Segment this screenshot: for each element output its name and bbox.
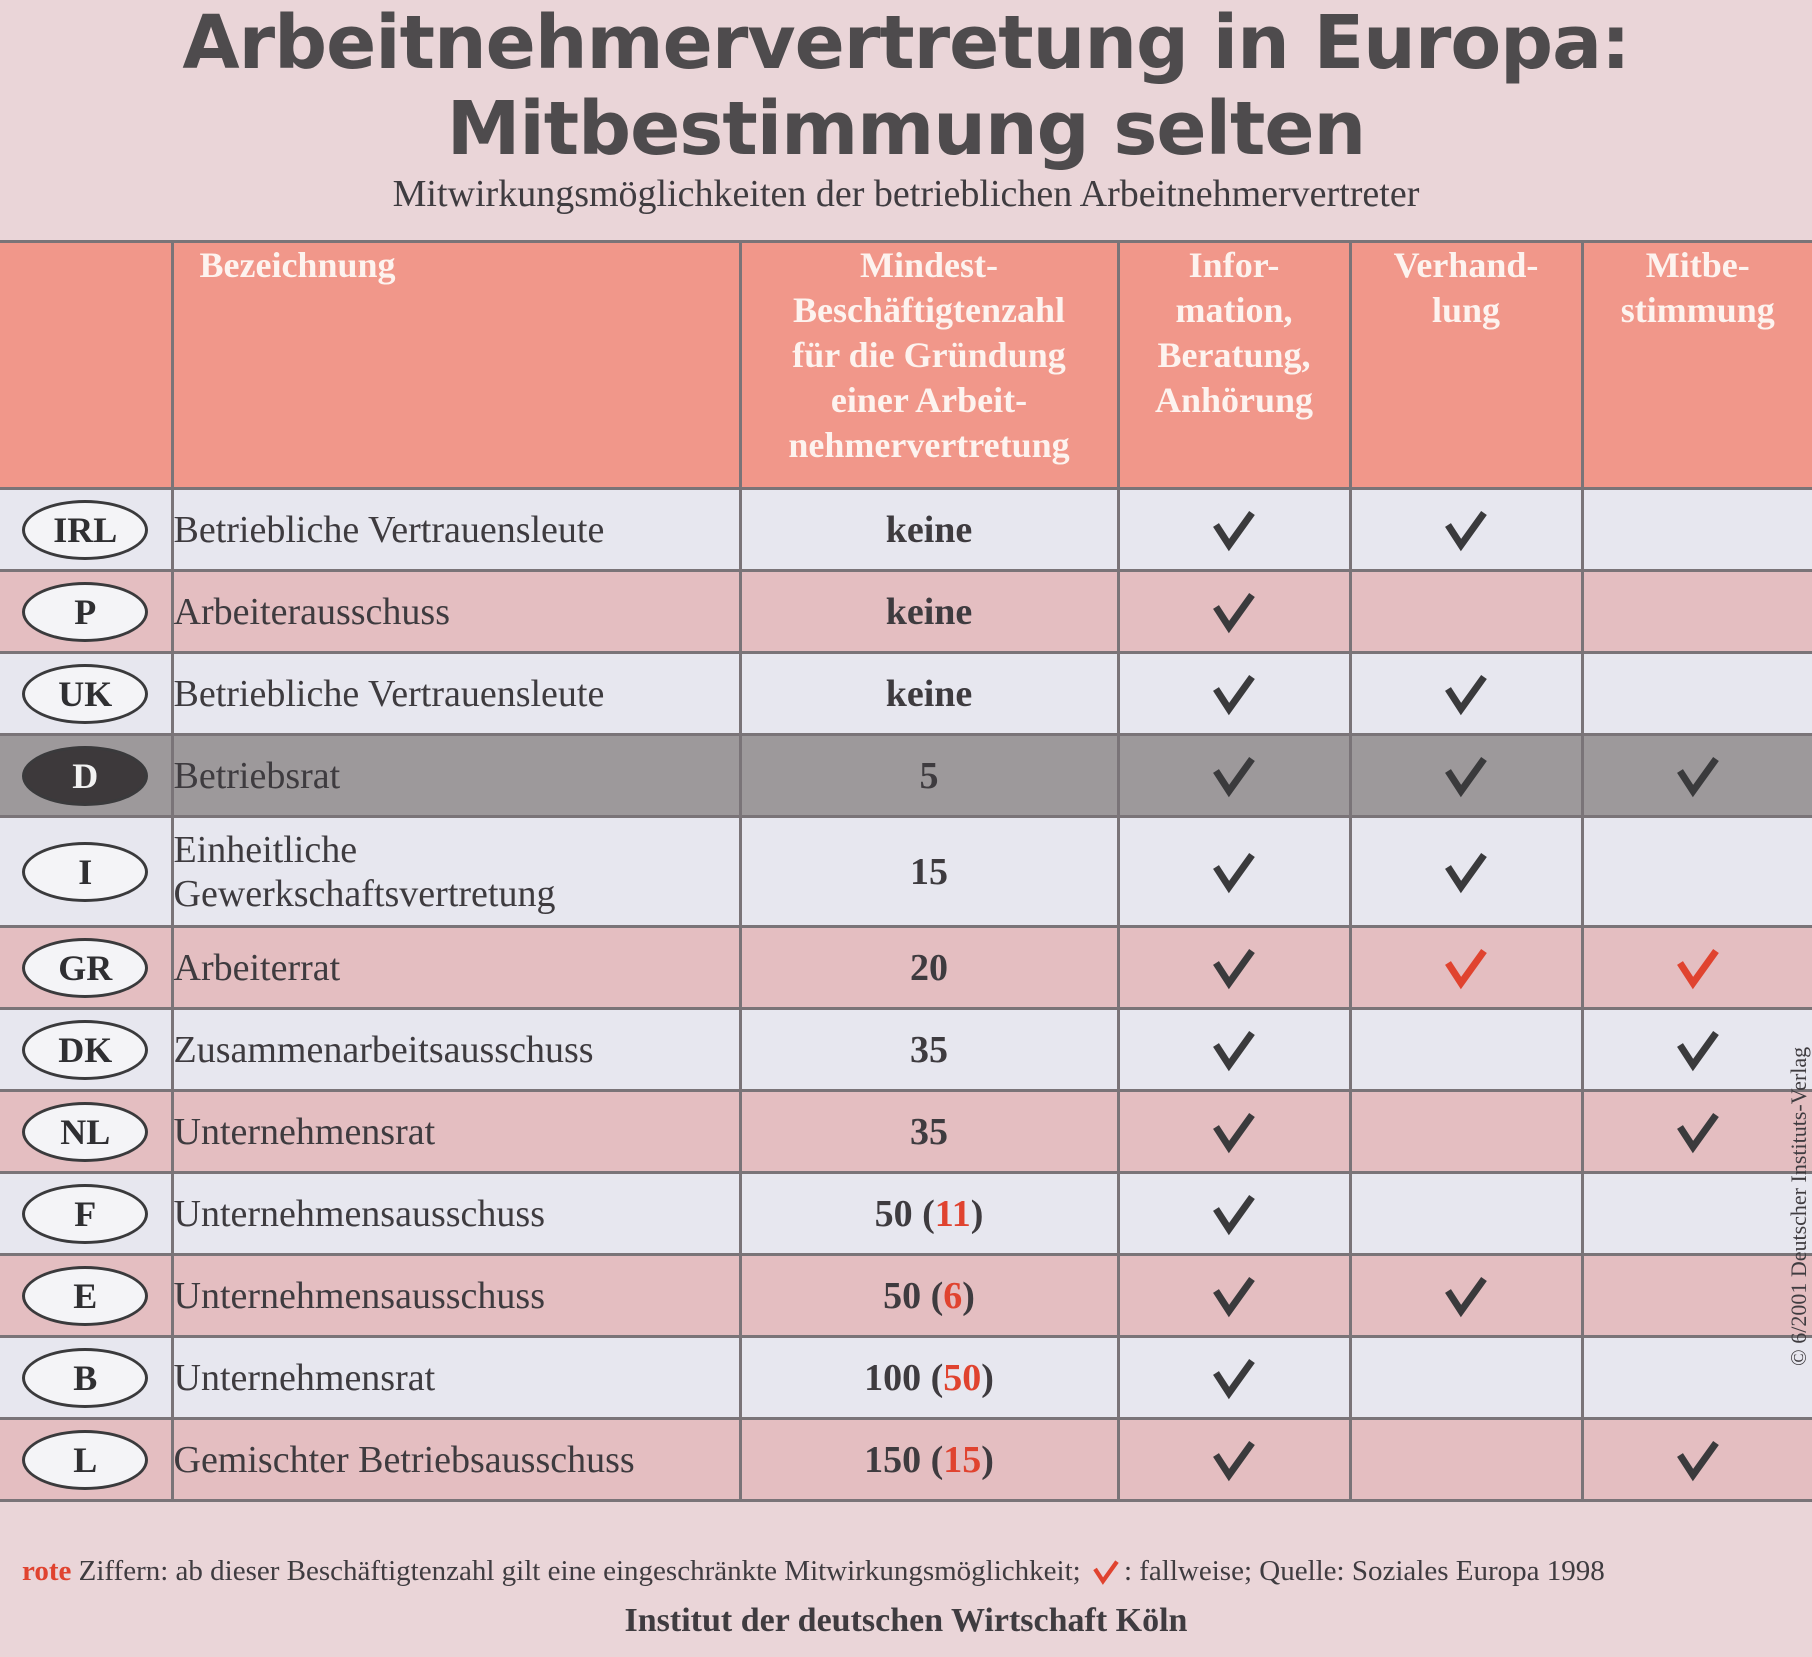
- mindest-cell: [740, 489, 1118, 571]
- mindest-cell: [740, 927, 1118, 1009]
- header-mitbestimmung-line: Mitbe-: [1645, 245, 1750, 285]
- mitbestimmung-cell: [1582, 1091, 1812, 1173]
- partial-check-icon: [1674, 945, 1722, 991]
- table-row: [0, 735, 1812, 817]
- country-cell: [0, 1419, 172, 1501]
- country-badge: E: [22, 1266, 148, 1326]
- mitbestimmung-cell: [1582, 1255, 1812, 1337]
- check-icon: [1674, 1109, 1722, 1155]
- verhandlung-cell: [1350, 817, 1582, 927]
- mindest-cell: [740, 1255, 1118, 1337]
- bezeichnung-cell: [172, 927, 740, 1009]
- institute-credit: Institut der deutschen Wirtschaft Köln: [624, 1602, 1188, 1639]
- bezeichnung-text: Betriebliche Vertrauensleute: [173, 508, 605, 551]
- mindest-value: keine: [885, 590, 973, 633]
- header-mindest-line: Mindest-: [860, 245, 998, 285]
- header-mindest-line: für die Gründung: [792, 335, 1066, 375]
- bezeichnung-text: Gewerkschaftsvertretung: [173, 872, 556, 915]
- info-cell: [1118, 1255, 1350, 1337]
- partial-check-legend-icon: [1090, 1558, 1122, 1586]
- header-verhandlung: [1350, 242, 1582, 489]
- mitbestimmung-cell: [1582, 1009, 1812, 1091]
- country-cell: [0, 653, 172, 735]
- country-cell: [0, 1337, 172, 1419]
- check-icon: [1210, 671, 1258, 717]
- paren-close: ): [981, 1438, 994, 1481]
- header-mindest: [740, 242, 1118, 489]
- check-icon: [1210, 1191, 1258, 1237]
- mindest-value: 150: [864, 1438, 922, 1481]
- chart-title-line-1: Arbeitnehmervertretung in Europa:: [182, 0, 1630, 86]
- country-cell: [0, 1255, 172, 1337]
- country-badge: IRL: [22, 500, 148, 560]
- verhandlung-cell: [1350, 1255, 1582, 1337]
- bezeichnung-text: Betriebliche Vertrauensleute: [173, 672, 605, 715]
- info-cell: [1118, 735, 1350, 817]
- country-badge: D: [22, 746, 148, 806]
- mindest-value: 15: [910, 850, 948, 893]
- check-icon: [1210, 753, 1258, 799]
- mindest-value: 5: [919, 754, 939, 797]
- bezeichnung-text: Betriebsrat: [173, 754, 341, 797]
- bezeichnung-cell: [172, 1009, 740, 1091]
- table-row: [0, 1337, 1812, 1419]
- mindest-value: 35: [910, 1028, 948, 1071]
- bezeichnung-cell: [172, 489, 740, 571]
- check-icon: [1210, 1027, 1258, 1073]
- bezeichnung-cell: [172, 735, 740, 817]
- info-cell: [1118, 927, 1350, 1009]
- chart-title: [0, 0, 1812, 172]
- mindest-value: 20: [910, 946, 948, 989]
- bezeichnung-cell: [172, 1091, 740, 1173]
- verhandlung-cell: [1350, 653, 1582, 735]
- table-row: [0, 489, 1812, 571]
- info-cell: [1118, 571, 1350, 653]
- country-badge: DK: [22, 1020, 148, 1080]
- footnote-text-a: Ziffern: ab dieser Beschäftigtenzahl gilt eine eingeschränkte Mitwirkungsmöglichkeit;: [71, 1555, 1088, 1587]
- bezeichnung-text: Zusammenarbeitsausschuss: [173, 1028, 594, 1071]
- check-icon: [1442, 507, 1490, 553]
- country-badge: NL: [22, 1102, 148, 1162]
- chart-title-line-2: Mitbestimmung selten: [446, 86, 1366, 172]
- table-body: [0, 489, 1812, 1501]
- info-cell: [1118, 1419, 1350, 1501]
- verhandlung-cell: [1350, 489, 1582, 571]
- mindest-red-value: 11: [934, 1192, 971, 1235]
- header-information-line: Infor-: [1188, 245, 1280, 285]
- check-icon: [1210, 849, 1258, 895]
- check-icon: [1210, 589, 1258, 635]
- bezeichnung-cell: [172, 1419, 740, 1501]
- mindest-red-value: 15: [943, 1438, 982, 1481]
- info-cell: [1118, 653, 1350, 735]
- header-verhandlung-line: Verhand-: [1393, 245, 1539, 285]
- verhandlung-cell: [1350, 927, 1582, 1009]
- country-badge: L: [22, 1430, 148, 1490]
- country-badge: UK: [22, 664, 148, 724]
- check-icon: [1210, 507, 1258, 553]
- header-bezeichnung: Bezeichnung: [172, 242, 740, 489]
- table-row: [0, 1009, 1812, 1091]
- partial-check-icon: [1442, 945, 1490, 991]
- mindest-value: 100: [864, 1356, 922, 1399]
- verhandlung-cell: [1350, 1337, 1582, 1419]
- country-badge: I: [22, 842, 148, 902]
- footnote-text-b: : fallweise; Quelle: Soziales Europa 1998: [1123, 1555, 1605, 1587]
- country-cell: [0, 927, 172, 1009]
- mindest-cell: [740, 817, 1118, 927]
- paren-close: ): [962, 1274, 975, 1317]
- paren-open: (: [921, 1356, 944, 1399]
- check-icon: [1442, 753, 1490, 799]
- mitbestimmung-cell: [1582, 489, 1812, 571]
- country-badge: P: [22, 582, 148, 642]
- check-icon: [1210, 1273, 1258, 1319]
- country-cell: [0, 571, 172, 653]
- bezeichnung-cell: [172, 571, 740, 653]
- verhandlung-cell: [1350, 1419, 1582, 1501]
- bezeichnung-text: Einheitliche: [173, 828, 358, 871]
- mindest-value: 50: [883, 1274, 922, 1317]
- header-mindest-line: einer Arbeit-: [830, 380, 1028, 420]
- bezeichnung-text: Gemischter Betriebsausschuss: [173, 1438, 635, 1481]
- check-icon: [1210, 945, 1258, 991]
- table-row: [0, 571, 1812, 653]
- check-icon: [1442, 849, 1490, 895]
- bezeichnung-cell: [172, 1255, 740, 1337]
- paren-open: (: [921, 1438, 944, 1481]
- check-icon: [1674, 753, 1722, 799]
- bezeichnung-text: Unternehmensausschuss: [173, 1192, 545, 1235]
- check-icon: [1442, 1273, 1490, 1319]
- header-country: [0, 242, 172, 489]
- mindest-red-value: 50: [943, 1356, 982, 1399]
- mindest-cell: [740, 1009, 1118, 1091]
- mindest-cell: [740, 1337, 1118, 1419]
- bezeichnung-text: Arbeiterrat: [173, 946, 341, 989]
- info-cell: [1118, 1091, 1350, 1173]
- table-row: [0, 817, 1812, 927]
- header-information: [1118, 242, 1350, 489]
- bezeichnung-cell: [172, 1173, 740, 1255]
- verhandlung-cell: [1350, 571, 1582, 653]
- comparison-table: [0, 240, 1812, 1502]
- check-icon: [1442, 671, 1490, 717]
- table-row: [0, 1091, 1812, 1173]
- mindest-cell: [740, 1091, 1118, 1173]
- mindest-cell: [740, 1173, 1118, 1255]
- verhandlung-cell: [1350, 1091, 1582, 1173]
- table-row: [0, 927, 1812, 1009]
- paren-close: ): [970, 1192, 984, 1235]
- country-cell: [0, 1091, 172, 1173]
- country-badge: GR: [22, 938, 148, 998]
- mitbestimmung-cell: [1582, 1337, 1812, 1419]
- mindest-value: keine: [885, 508, 973, 551]
- info-cell: [1118, 1173, 1350, 1255]
- header-mitbestimmung-line: stimmung: [1620, 290, 1775, 330]
- check-icon: [1210, 1109, 1258, 1155]
- paren-close: ): [981, 1356, 994, 1399]
- mitbestimmung-cell: [1582, 817, 1812, 927]
- bezeichnung-text: Unternehmensrat: [173, 1110, 436, 1153]
- verhandlung-cell: [1350, 735, 1582, 817]
- table-header-row: [0, 242, 1812, 489]
- country-badge: B: [22, 1348, 148, 1408]
- country-cell: [0, 735, 172, 817]
- bezeichnung-text: Arbeiterausschuss: [173, 590, 450, 633]
- country-cell: [0, 817, 172, 927]
- mindest-value: 35: [910, 1110, 948, 1153]
- mitbestimmung-cell: [1582, 1419, 1812, 1501]
- mitbestimmung-cell: [1582, 1173, 1812, 1255]
- bezeichnung-cell: [172, 817, 740, 927]
- header-verhandlung-line: lung: [1431, 290, 1501, 330]
- bezeichnung-text: Unternehmensausschuss: [173, 1274, 545, 1317]
- header-information-line: Anhörung: [1154, 380, 1314, 420]
- verhandlung-cell: [1350, 1173, 1582, 1255]
- header-mindest-line: Beschäftigtenzahl: [793, 290, 1065, 330]
- check-icon: [1674, 1027, 1722, 1073]
- chart-subtitle: Mitwirkungsmöglichkeiten der betrieblichen Arbeitnehmervertreter: [392, 173, 1420, 215]
- check-icon: [1210, 1437, 1258, 1483]
- table-row: [0, 1255, 1812, 1337]
- mindest-value: 50: [874, 1192, 913, 1235]
- country-cell: [0, 1173, 172, 1255]
- mindest-cell: [740, 571, 1118, 653]
- mindest-value: keine: [885, 672, 973, 715]
- verhandlung-cell: [1350, 1009, 1582, 1091]
- header-information-line: Beratung,: [1157, 335, 1311, 375]
- info-cell: [1118, 489, 1350, 571]
- mindest-cell: [740, 653, 1118, 735]
- bezeichnung-cell: [172, 653, 740, 735]
- bezeichnung-text: Unternehmensrat: [173, 1356, 436, 1399]
- country-cell: [0, 489, 172, 571]
- info-cell: [1118, 1009, 1350, 1091]
- country-cell: [0, 1009, 172, 1091]
- check-icon: [1210, 1355, 1258, 1401]
- info-cell: [1118, 1337, 1350, 1419]
- header-information-line: mation,: [1175, 290, 1293, 330]
- paren-open: (: [921, 1274, 944, 1317]
- mitbestimmung-cell: [1582, 927, 1812, 1009]
- mindest-cell: [740, 735, 1118, 817]
- info-cell: [1118, 817, 1350, 927]
- bezeichnung-cell: [172, 1337, 740, 1419]
- header-mitbestimmung: [1582, 242, 1812, 489]
- paren-open: (: [912, 1192, 935, 1235]
- table-row: [0, 1173, 1812, 1255]
- mitbestimmung-cell: [1582, 653, 1812, 735]
- header-mindest-line: nehmervertretung: [788, 425, 1070, 465]
- table-row: [0, 653, 1812, 735]
- footnote-rote: rote: [22, 1555, 72, 1587]
- mindest-cell: [740, 1419, 1118, 1501]
- mitbestimmung-cell: [1582, 735, 1812, 817]
- table-row: [0, 1419, 1812, 1501]
- country-badge: F: [22, 1184, 148, 1244]
- check-icon: [1674, 1437, 1722, 1483]
- footnote: [22, 1555, 1802, 1588]
- mitbestimmung-cell: [1582, 571, 1812, 653]
- mindest-red-value: 6: [943, 1274, 963, 1317]
